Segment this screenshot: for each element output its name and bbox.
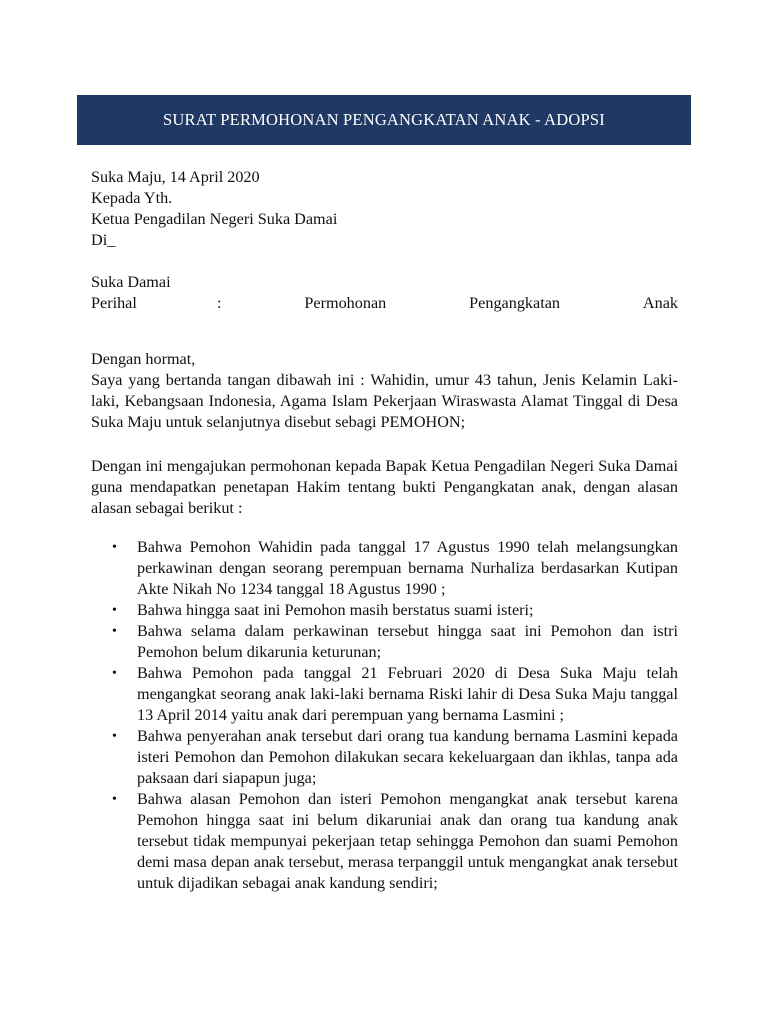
bullet-icon: •	[112, 603, 117, 618]
subject-word: Anak	[642, 294, 678, 312]
bullet-icon: •	[112, 729, 117, 744]
letter-body	[91, 167, 678, 894]
recipient-salutation: Kepada Yth.	[91, 189, 173, 207]
subject-line	[91, 293, 678, 314]
list-item-text: Bahwa Pemohon pada tanggal 21 Februari 2020 di Desa Suka Maju telah mengangkat seorang anak laki-laki bernama Riski lahir di Desa Suka Maju tanggal 13 April 2014 yaitu anak dari perempuan yang bernama Lasmini ;	[137, 664, 678, 724]
list-item	[91, 600, 678, 621]
list-item-text: Bahwa alasan Pemohon dan isteri Pemohon mengangkat anak tersebut karena Pemohon hingga saat ini belum dikaruniai anak dan orang tua kandung anak tersebut tidak mempunyai pekerjaan tetap sehingga Pemohon dan suami Pemohon demi masa depan anak tersebut, merasa terpanggil untuk mengangkat anak tersebut untuk dijadikan sebagai anak kandung sendiri;	[137, 790, 678, 892]
list-item	[91, 663, 678, 726]
list-item-text: Bahwa Pemohon Wahidin pada tanggal 17 Agustus 1990 telah melangsungkan perkawinan dengan seorang perempuan bernama Nurhaliza berdasarkan Kutipan Akte Nikah No 1234 tanggal 18 Agustus 1990 ;	[137, 538, 678, 598]
list-item-text: Bahwa hingga saat ini Pemohon masih berstatus suami isteri;	[137, 601, 534, 619]
intro-paragraph: Saya yang bertanda tangan dibawah ini : Wahidin, umur 43 tahun, Jenis Kelamin Laki-laki, Kebangsaan Indonesia, Agama Islam Pekerjaan Wiraswasta Alamat Tinggal di Desa Suka Maju untuk selanjutnya disebut sebagi PEMOHON;	[91, 371, 678, 431]
recipient-location-prefix: Di_	[91, 231, 116, 249]
reasons-list	[91, 537, 678, 894]
request-paragraph: Dengan ini mengajukan permohonan kepada Bapak Ketua Pengadilan Negeri Suka Damai guna mendapatkan penetapan Hakim tentang bukti Pengangkatan anak, dengan alasan alasan sebagai berikut :	[91, 457, 678, 517]
list-item	[91, 789, 678, 894]
bullet-icon: •	[112, 624, 117, 639]
greeting: Dengan hormat,	[91, 350, 196, 368]
bullet-icon: •	[112, 666, 117, 681]
bullet-icon: •	[112, 540, 117, 555]
recipient-name: Ketua Pengadilan Negeri Suka Damai	[91, 210, 338, 228]
subject-word: Pengangkatan	[469, 294, 560, 312]
subject-word: Permohonan	[304, 294, 387, 312]
list-item	[91, 726, 678, 789]
date-line: Suka Maju, 14 April 2020	[91, 168, 260, 186]
list-item-text: Bahwa selama dalam perkawinan tersebut hingga saat ini Pemohon dan istri Pemohon belum dikarunia keturunan;	[137, 622, 678, 661]
subject-colon: :	[217, 294, 222, 312]
list-item	[91, 537, 678, 600]
document-title: SURAT PERMOHONAN PENGANGKATAN ANAK - ADOPSI	[163, 110, 605, 129]
recipient-place: Suka Damai	[91, 273, 171, 291]
subject-label: Perihal	[91, 294, 137, 312]
bullet-icon: •	[112, 792, 117, 807]
list-item	[91, 621, 678, 663]
list-item-text: Bahwa penyerahan anak tersebut dari orang tua kandung bernama Lasmini kepada isteri Pemohon dan Pemohon dilakukan secara kekeluargaan dan ikhlas, tanpa ada paksaan dari siapapun juga;	[137, 727, 678, 787]
title-banner	[77, 95, 691, 145]
